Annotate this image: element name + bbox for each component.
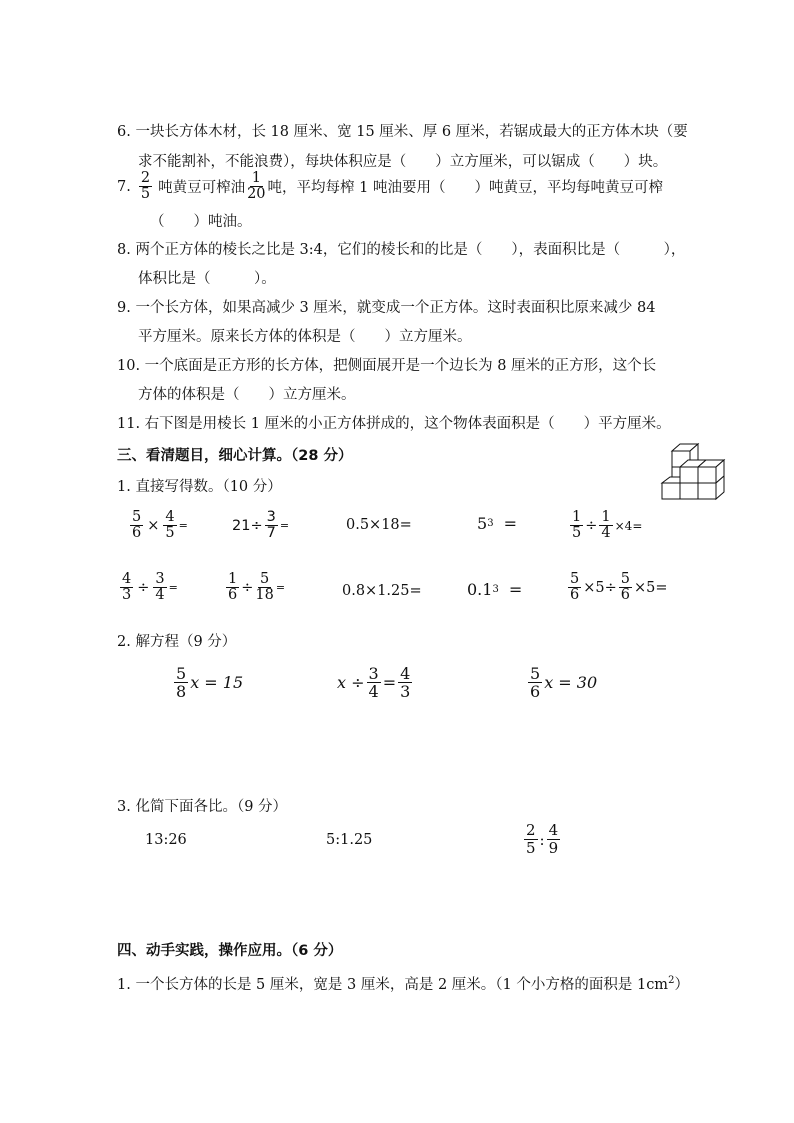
section4-title: 四、动手实践，操作应用。（6 分） bbox=[117, 943, 343, 959]
q8-line1: 8. 两个正方体的棱长之比是 3:4，它们的棱长和的比是（ ），表面积比是（ ）， bbox=[117, 242, 686, 258]
q9-line1: 9. 一个长方体，如果高减少 3 厘米，就变成一个正方体。这时表面积比原来减少 84 bbox=[117, 300, 656, 316]
calc-r2-b: $\frac{1}{6}$ ÷ $\frac{5}{18}$ = bbox=[228, 571, 286, 603]
calc-r2-a: $\frac{4}{3}$ ÷ $\frac{3}{4}$ = bbox=[122, 571, 178, 603]
equation-1: $\frac{5}{8}$ x = 15 bbox=[176, 664, 244, 701]
q7-fraction-1: $\frac{2}{5}$ bbox=[140, 170, 151, 202]
section3-part3-title: 3. 化简下面各比。（9 分） bbox=[117, 799, 288, 815]
q7-text-mid: 吨黄豆可榨油 bbox=[158, 180, 246, 196]
section3-part2-title: 2. 解方程（9 分） bbox=[117, 634, 237, 650]
cube-stack-figure bbox=[658, 441, 730, 509]
calc-r1-b: 21÷ $\frac{3}{7}$ = bbox=[232, 509, 290, 541]
calc-r2-c: 0.8×1.25= bbox=[342, 583, 422, 599]
equation-3: $\frac{5}{6}$ x = 30 bbox=[530, 664, 598, 701]
q10-line1: 10. 一个底面是正方形的长方体，把侧面展开是一个边长为 8 厘米的正方形，这个长 bbox=[117, 358, 657, 374]
q11-line1: 11. 右下图是用棱长 1 厘米的小正方体拼成的，这个物体表面积是（ ）平方厘米。 bbox=[117, 416, 671, 432]
ratio-2: 5:1.25 bbox=[326, 832, 373, 848]
ratio-3: $\frac{2}{5}$ : $\frac{4}{9}$ bbox=[526, 821, 559, 857]
q7-fraction-2: $\frac{1}{20}$ bbox=[247, 170, 266, 202]
q8-line2: 体积比是（ ）。 bbox=[138, 271, 276, 287]
calc-r2-e: $\frac{5}{6}$ ×5÷ $\frac{5}{6}$ ×5= bbox=[570, 571, 668, 603]
q10-line2: 方体的体积是（ ）立方厘米。 bbox=[138, 387, 356, 403]
section3-part1-title: 1. 直接写得数。（10 分） bbox=[117, 479, 282, 495]
equation-2: x ÷ $\frac{3}{4}$ = $\frac{4}{3}$ bbox=[337, 664, 411, 701]
q9-line2: 平方厘米。原来长方体的体积是（ ）立方厘米。 bbox=[138, 329, 472, 345]
q7-text-rest: 吨，平均每榨 1 吨油要用（ ）吨黄豆，平均每吨黄豆可榨 bbox=[267, 180, 663, 196]
calc-r1-c: 0.5×18= bbox=[346, 517, 412, 533]
q7-line1 bbox=[117, 171, 663, 202]
q6-line2: 求不能割补，不能浪费），每块体积应是（ ）立方厘米，可以锯成（ ）块。 bbox=[138, 154, 668, 170]
calc-r1-d: 5 3 = bbox=[477, 514, 517, 533]
section4-part1: 1. 一个长方体的长是 5 厘米，宽是 3 厘米，高是 2 厘米。（1 个小方格的面积是 $1cm^2$） bbox=[117, 975, 689, 993]
calc-r2-d: 0.1 3 = bbox=[467, 580, 523, 599]
calc-r1-a: $\frac{5}{6}$ × $\frac{4}{5}$ = bbox=[132, 509, 188, 541]
q7-line2: （ ）吨油。 bbox=[150, 214, 252, 230]
ratio-1: 13:26 bbox=[145, 832, 187, 848]
calc-r1-e: $\frac{1}{5}$ ÷ $\frac{1}{4}$ ×4= bbox=[572, 509, 643, 541]
section3-title: 三、看清题目，细心计算。（28 分） bbox=[117, 448, 353, 464]
q7-number: 7. bbox=[117, 178, 131, 195]
q6-line1: 6. 一块长方体木材，长 18 厘米、宽 15 厘米、厚 6 厘米，若锯成最大的正方体木块（要 bbox=[117, 124, 688, 140]
